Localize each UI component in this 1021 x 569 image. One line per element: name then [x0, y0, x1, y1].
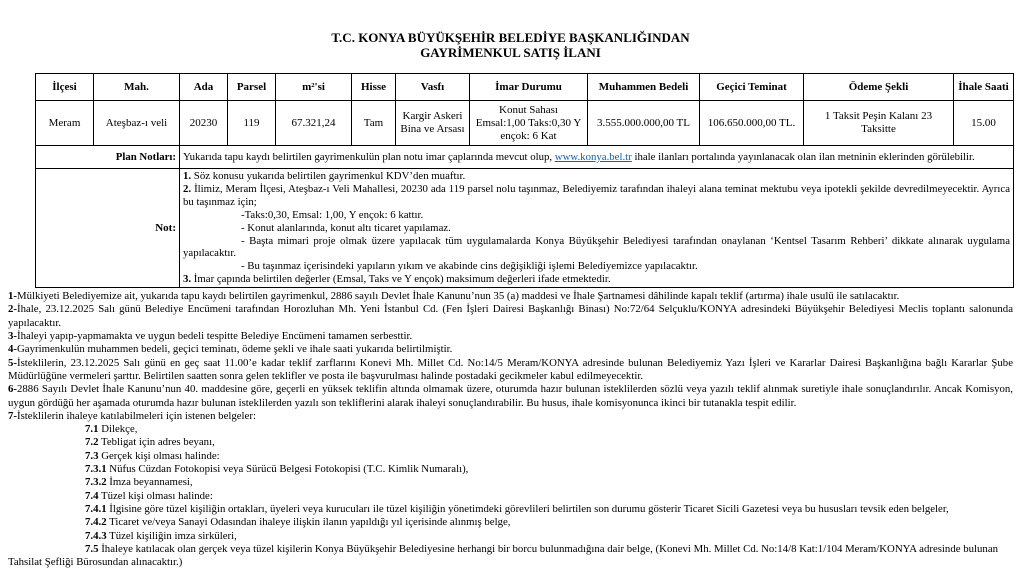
note-item-2 [183, 183, 1010, 209]
note-item-text: İlimiz, Meram İlçesi, Ateşbaz-ı Veli Mahallesi, 20230 ada 119 parsel nolu taşınmaz, Belediyemiz tarafından ihaleyi alana teminat mektubu veya ipotekli şekilde devredilmeyecektir. Ayrıca bu taşınmaz için; [183, 182, 1010, 208]
paragraph-7-3-2 [8, 476, 1013, 489]
paragraph-number: 3- [8, 330, 17, 343]
plan-notes-text-before: Yukarıda tapu kaydı belirtilen gayrimenkulün plan notu imar çaplarında mevcut olup, [183, 151, 555, 163]
paragraph-number: 1- [8, 290, 17, 303]
column-header-odeme-sekli: Ödeme Şekli [804, 74, 954, 101]
column-header-m2si: m²'si [276, 74, 352, 101]
cell-vasfi: Kargir Askeri Bina ve Arsası [396, 101, 470, 146]
note-item-basta [183, 235, 1010, 261]
not-label: Not: [36, 169, 180, 288]
paragraph-text: Tüzel kişi olması halinde: [98, 489, 213, 502]
paragraph-number: 7.4.3 [85, 529, 107, 542]
cell-ada: 20230 [180, 101, 228, 146]
paragraph-number: 7.5 [85, 542, 99, 555]
paragraph-7-4 [8, 490, 1013, 503]
column-header-gecici-teminat: Geçici Teminat [700, 74, 804, 101]
column-header-ilcesi: İlçesi [36, 74, 94, 101]
paragraph-text: Dilekçe, [98, 423, 138, 436]
paragraph-text: Gayrimenkulün muhammen bedeli, geçici teminatı, ödeme şekli ve ihale saati yukarıda belirtilmiştir. [17, 343, 453, 356]
cell-muhammen-bedeli: 3.555.000.000,00 TL [588, 101, 700, 146]
paragraph-7-3 [8, 450, 1013, 463]
paragraph-number: 5- [8, 356, 17, 369]
paragraph-1 [8, 290, 1013, 303]
paragraph-text: Tebligat için adres beyanı, [98, 436, 215, 449]
cell-hisse: Tam [352, 101, 396, 146]
cell-imar-durumu: Konut Sahası Emsal:1,00 Taks:0,30 Y ençok: 6 Kat [470, 101, 588, 146]
paragraph-3 [8, 330, 1013, 343]
not-content [180, 169, 1014, 288]
note-item-text: İmar çapında belirtilen değerler (Emsal, Taks ve Y ençok) maksimum değerleri ifade etmektedir. [191, 273, 611, 286]
note-item-taks [183, 209, 1010, 222]
column-header-muhammen-bedeli: Muhammen Bedeli [588, 74, 700, 101]
body-paragraphs [0, 288, 1021, 569]
paragraph-7-3-1 [8, 463, 1013, 476]
note-item-1 [183, 170, 1010, 183]
property-sale-table [35, 73, 1014, 288]
paragraph-text: 2886 Sayılı Devlet İhale Kanunu’nun 40. maddesine göre, geçerli en yüksek teklifin altında olmamak üzere, oturumda hazır bulunan isteklilerden sözlü veya yazılı teklif alınmak suretiyle ihale sonuçlandırılır. Ancak Komisyon, uygun gördüğü her aşamada oturumda hazır bulunan isteklilerden yazılı son tekliflerini alarak ihaleyi sonuçlandırabilir. Bu husus, ihale komisyonunca ikinci bir tutanakla tespit edilir. [8, 383, 1013, 409]
paragraph-text: İhale, 23.12.2025 Salı günü Belediye Encümeni tarafından Horozluhan Mh. Yeni İstanbul Cd. (Fen İşleri Dairesi Başkanlığı Binası) No:72/64 Selçuklu/KONYA adresindeki Büyükşehir Belediyesi Meclis toplantı salonunda yapılacaktır. [8, 303, 1013, 329]
paragraph-number: 7.2 [85, 436, 99, 449]
paragraph-7 [8, 410, 1013, 423]
note-item-number: 2. [183, 182, 192, 195]
paragraph-text: Tüzel kişiliğin imza sirküleri, [106, 529, 237, 542]
column-header-hisse: Hisse [352, 74, 396, 101]
paragraph-text: İsteklilerin, 23.12.2025 Salı günü en geç saat 11.00’e kadar teklif zarflarını Konevi Mh. Millet Cd. No:14/5 Meram/KONYA adresinde bulunan Belediyemiz Yazı İşleri ve Kararlar Dairesi Başkanlığına bağlı Kararlar Şube Müdürlüğüne vermeleri şarttır. Belirtilen saatten sonra gelen teklifler ve posta ile başvurulması halinde postadaki gecikmeler kabul edilmeyecektir. [8, 356, 1013, 382]
paragraph-text: İsteklilerin ihaleye katılabilmeleri için istenen belgeler: [17, 409, 256, 422]
cell-mah: Ateşbaz-ı veli [94, 101, 180, 146]
column-header-mah: Mah. [94, 74, 180, 101]
cell-gecici-teminat: 106.650.000,00 TL. [700, 101, 804, 146]
note-item-text: -Taks:0,30, Emsal: 1,00, Y ençok: 6 kattır. [241, 208, 424, 221]
paragraph-7-4-3 [8, 530, 1013, 543]
paragraph-number: 7.3.1 [85, 463, 107, 476]
plan-notes-label: Plan Notları: [36, 146, 180, 169]
paragraph-text: Ticaret ve/veya Sanayi Odasından ihaleye ilişkin ilanın yapıldığı yıl içerisinde alınmış belge, [106, 516, 511, 529]
paragraph-number: 7.4.1 [85, 502, 107, 515]
column-header-vasfi: Vasfı [396, 74, 470, 101]
paragraph-6 [8, 383, 1013, 410]
paragraph-text: İhaleye katılacak olan gerçek veya tüzel kişilerin Konya Büyükşehir Belediyesine herhangi bir borcu bulunmadığına dair belge, (Konevi Mh. Millet Cd. No:14/8 Kat:1/104 Meram/KONYA adresinde bulunan Tahsilat Şefliği Bürosundan alınacaktır.) [8, 542, 999, 569]
paragraph-7-4-2 [8, 516, 1013, 529]
paragraph-4 [8, 343, 1013, 356]
note-item-3 [183, 273, 1010, 286]
paragraph-7-4-1 [8, 503, 1013, 516]
paragraph-text: Nüfus Cüzdan Fotokopisi veya Sürücü Belgesi Fotokopisi (T.C. Kimlik Numaralı), [106, 463, 469, 476]
paragraph-number: 2- [8, 303, 17, 316]
paragraph-text: Gerçek kişi olması halinde: [98, 449, 220, 462]
konya-bel-tr-link[interactable]: www.konya.bel.tr [554, 151, 632, 163]
note-item-text: - Konut alanlarında, konut altı ticaret yapılamaz. [241, 221, 451, 234]
paragraph-number: 7.1 [85, 423, 99, 436]
paragraph-7-5 [8, 543, 1013, 569]
paragraph-text: İlgisine göre tüzel kişiliğin ortakları, üyeleri veya kurucuları ile tüzel kişiliğin yönetimdeki görevlileri belirtilen son durumu gösterir Ticaret Sicili Gazetesi veya bu hususları tevsik eden belgeler, [106, 502, 949, 515]
column-header-ihale-saati: İhale Saati [954, 74, 1014, 101]
column-header-parsel: Parsel [228, 74, 276, 101]
paragraph-7-1 [8, 423, 1013, 436]
paragraph-number: 7.4 [85, 489, 99, 502]
paragraph-number: 7- [8, 409, 17, 422]
paragraph-text: İmza beyannamesi, [106, 476, 193, 489]
note-item-number: 3. [183, 273, 192, 286]
paragraph-number: 4- [8, 343, 17, 356]
note-item-konut [183, 222, 1010, 235]
cell-odeme-sekli: 1 Taksit Peşin Kalanı 23 Taksitte [804, 101, 954, 146]
not-row [36, 169, 1014, 288]
note-item-yikim [183, 260, 1010, 273]
plan-notes-row [36, 146, 1014, 169]
note-item-number: 1. [183, 170, 192, 182]
column-header-imar-durumu: İmar Durumu [470, 74, 588, 101]
column-header-ada: Ada [180, 74, 228, 101]
cell-parsel: 119 [228, 101, 276, 146]
cell-ilcesi: Meram [36, 101, 94, 146]
document-title [0, 0, 1021, 60]
paragraph-number: 6- [8, 383, 17, 396]
cell-m2si: 67.321,24 [276, 101, 352, 146]
note-item-text: - Bu taşınmaz içerisindeki yapıların yıkım ve akabinde cins değişikliği işlemi Belediyemizce yapılacaktır. [241, 260, 698, 273]
plan-notes-content [180, 146, 1014, 169]
paragraph-2 [8, 303, 1013, 330]
paragraph-7-2 [8, 436, 1013, 449]
paragraph-number: 7.3.2 [85, 476, 107, 489]
title-line-2: GAYRİMENKUL SATIŞ İLANI [420, 45, 601, 60]
paragraph-text: Mülkiyeti Belediyemize ait, yukarıda tapu kaydı belirtilen gayrimenkul, 2886 sayılı Devlet İhale Kanunu’nun 35 (a) maddesi ve İhale Şartnamesi dâhilinde kapalı teklif (artırma) ihale usulü ile satılacaktır. [17, 290, 900, 303]
note-item-text: Söz konusu yukarıda belirtilen gayrimenkul KDV’den muaftır. [191, 170, 466, 182]
paragraph-number: 7.4.2 [85, 516, 107, 529]
table-header-row [36, 74, 1014, 101]
paragraph-text: İhaleyi yapıp-yapmamakta ve uygun bedeli tespitte Belediye Encümeni tamamen serbesttir. [17, 330, 413, 343]
title-line-1: T.C. KONYA BÜYÜKŞEHİR BELEDİYE BAŞKANLIĞINDAN [331, 30, 690, 45]
cell-ihale-saati: 15.00 [954, 101, 1014, 146]
paragraph-5 [8, 357, 1013, 384]
property-data-row [36, 101, 1014, 146]
paragraph-number: 7.3 [85, 449, 99, 462]
plan-notes-text-after: ihale ilanları portalında yayınlanacak olan ilan metninin eklerinden görülebilir. [631, 151, 975, 163]
note-item-text: - Başta mimari proje olmak üzere yapılacak tüm uygulamalarda Konya Büyükşehir Belediyesi tarafından onaylanan ‘Kentsel Tasarım Rehberi’ dikkate alınarak uygulama yapılacaktır. [183, 234, 1010, 260]
